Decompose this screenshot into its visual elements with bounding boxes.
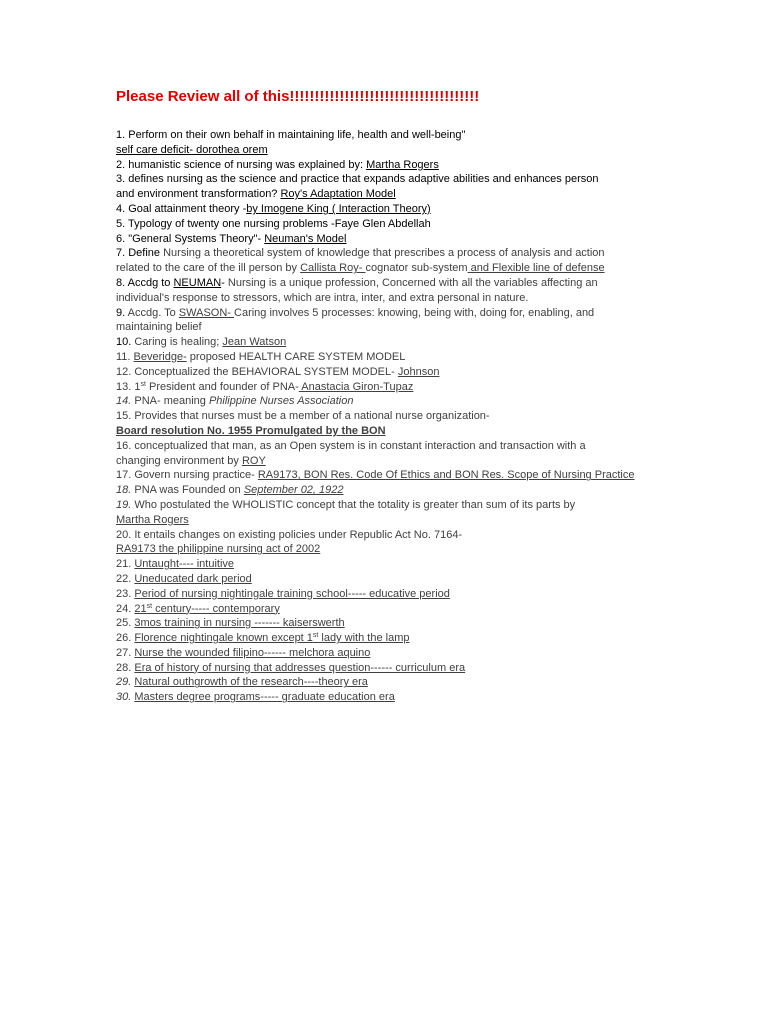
item-21-text: Untaught---- intuitive [134,558,235,571]
item-14-answer: Philippine Nurses Association [208,395,354,408]
item-20: 20. It entails changes on existing policies under Republic Act No. 7164- [116,528,463,541]
item-15: 15. Provides that nurses must be a member of a national nurse organization- [116,410,490,423]
item-26-number: 26. [116,632,135,645]
item-7-cont [116,261,656,276]
item-21-number: 21. [116,558,135,571]
item-16: 16. conceptualized that man, as an Open system is in constant interaction and transaction with a [116,439,586,452]
item-29 [116,675,656,690]
item-8-prefix: 8. Accdg to [116,276,174,289]
item-18 [116,483,656,498]
item-29-text: Natural outhgrowth of the research----theory era [134,676,368,689]
item-26-text [134,632,409,644]
item-22 [116,572,656,587]
item-22-number: 22. [116,572,135,585]
item-4-question: 4. Goal attainment theory - [116,202,247,215]
item-28-text: Era of history of nursing that addresses question------ curriculum era [134,661,466,674]
item-14 [116,394,656,409]
item-27 [116,646,656,661]
item-18-answer: September 02, 1922 [243,484,344,497]
item-12 [116,365,656,380]
item-2-question: 2. humanistic science of nursing was explained by: [116,158,367,171]
item-10-question: Caring is healing; [134,336,223,349]
item-1: 1. Perform on their own behalf in maintaining life, health and well-being" [116,129,466,141]
item-15-answer: Board resolution No. 1955 Promulgated by the BON [116,424,386,437]
item-23-number: 23. [116,587,135,600]
item-13-question: President and founder of PNA- [145,380,299,393]
item-8 [116,276,656,291]
item-28 [116,661,656,676]
item-29-number: 29. [116,676,135,689]
item-23 [116,587,656,602]
item-24-text-b: century----- contemporary [152,602,280,615]
item-27-text: Nurse the wounded filipino------ melchora aquino [134,646,371,659]
item-11-question: proposed HEALTH CARE SYSTEM MODEL [186,350,406,363]
item-12-question: 12. Conceptualized the BEHAVIORAL SYSTEM MODEL- [116,365,398,378]
item-26 [116,631,656,646]
item-22-text: Uneducated dark period [134,572,252,585]
item-25 [116,616,656,631]
item-7-question-cont: related to the care of the ill person by [116,262,301,275]
item-10-number: 10. [116,336,135,349]
item-27-number: 27. [116,646,135,659]
item-17 [116,468,656,483]
item-11-number: 11. [116,350,134,363]
item-12-answer: Johnson [397,365,440,378]
item-19 [116,498,656,513]
item-19-answer: Martha Rogers [116,513,189,526]
item-6-answer: Neuman's Model [264,232,347,245]
item-13-answer: Anastacia Giron-Tupaz [298,380,414,393]
item-9-cont: maintaining belief [116,321,202,334]
item-20-answer: RA9173 the philippine nursing act of 2002 [116,543,321,556]
item-9-answer: SWASON- [178,306,235,319]
item-30-text: Masters degree programs----- graduate education era [134,691,395,704]
item-30 [116,690,656,705]
item-30-number: 30. [116,691,135,704]
item-3-cont [116,187,656,202]
item-21 [116,557,656,572]
item-9-number: 9. [116,306,128,319]
item-8-dash: - [221,276,228,289]
page-title: Please Review all of this!!!!!!!!!!!!!!!!!!!!!!!!!!!!!!!!!!!!!! [116,88,480,105]
item-24-text [134,603,279,615]
item-1-answer [116,143,656,158]
item-2-answer: Martha Rogers [366,158,439,171]
item-10 [116,335,656,350]
item-16-cont [116,454,656,469]
item-16-answer: ROY [241,454,266,467]
item-24-text-a: 21 [134,602,147,615]
item-8-question: Nursing is a unique profession, Concerned with all the variables affecting an [227,276,598,289]
item-16-question-cont: changing environment by [116,454,242,467]
item-3-answer: Roy's Adaptation Model [280,188,396,201]
item-8-cont: individual's response to stressors, which are intra, inter, and extra personal in nature. [116,291,529,304]
item-1-answer-text: self care deficit- dorothea orem [116,143,268,156]
item-7-question: Nursing a theoretical system of knowledge that prescribes a process of analysis and action [163,247,605,260]
item-9-prefix: Accdg. To [127,306,179,319]
item-7-note-2: and Flexible line of defense [467,262,605,275]
item-24-number: 24. [116,602,135,615]
item-5: 5. Typology of twenty one nursing problems -Faye Glen Abdellah [116,217,431,230]
item-7 [116,246,656,261]
item-26-text-a: Florence nightingale known except 1 [134,632,313,645]
item-3-question-cont: and environment transformation? [116,188,281,201]
item-4 [116,202,656,217]
item-19-question: Who postulated the WHOLISTIC concept that the totality is greater than sum of its parts by [134,498,576,511]
item-19-number: 19. [116,498,135,511]
item-14-question: PNA- meaning [134,395,209,408]
item-13 [116,380,656,395]
item-24 [116,602,656,617]
item-25-text: 3mos training in nursing ------- kaiserswerth [134,617,345,630]
item-2 [116,158,656,173]
document-page [116,86,656,705]
item-7-answer: Callista Roy- [300,262,366,275]
item-11 [116,350,656,365]
item-8-answer: NEUMAN [173,276,222,289]
item-7-prefix: 7. Define [116,247,164,260]
item-23-text: Period of nursing nightingale training school----- educative period [134,587,450,600]
item-26-superscript: st [312,632,319,640]
item-6-question: 6. "General Systems Theory"- [116,232,265,245]
item-9-question: Caring involves 5 processes: knowing, being with, doing for, enabling, and [234,306,595,319]
item-7-note: cognator sub-system [365,262,468,275]
item-18-number: 18. [116,484,135,497]
item-28-number: 28. [116,661,135,674]
item-25-number: 25. [116,617,135,630]
item-14-number: 14. [116,395,135,408]
item-4-answer: by Imogene King ( Interaction Theory) [246,202,431,215]
item-9 [116,306,656,321]
item-17-question: 17. Govern nursing practice- [116,469,258,482]
item-13-number: 13. 1 [116,380,141,393]
item-10-answer: Jean Watson [222,336,287,349]
item-18-question: PNA was Founded on [134,484,244,497]
item-26-text-b: lady with the lamp [318,632,410,645]
item-11-answer: Beveridge- [133,350,187,363]
item-13-superscript: st [140,380,146,388]
item-3: 3. defines nursing as the science and practice that expands adaptive abilities and enhances person [116,173,599,186]
item-6 [116,232,656,247]
item-24-superscript: st [146,602,153,610]
item-17-answer: RA9173, BON Res. Code Of Ethics and BON Res. Scope of Nursing Practice [257,469,635,482]
